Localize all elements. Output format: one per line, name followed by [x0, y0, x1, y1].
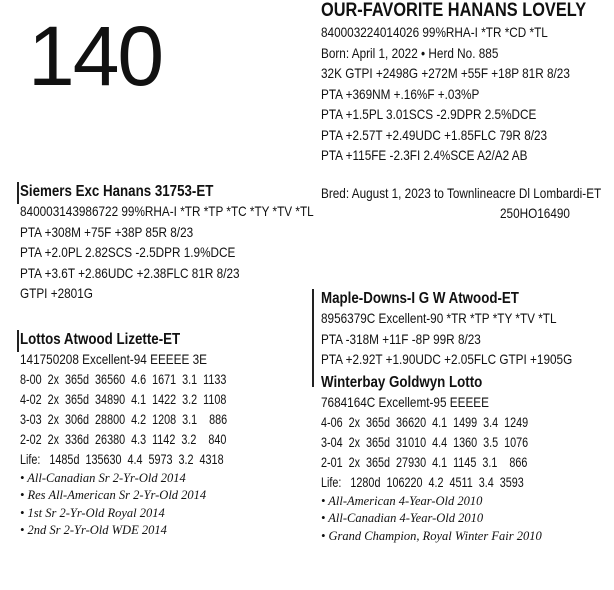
grandsire-name: Maple-Downs-I G W Atwood-ET — [321, 290, 519, 307]
animal-born: Born: April 1, 2022 • Herd No. 885 — [321, 44, 499, 61]
grandsire-pta-line: PTA +2.92T +1.90UDC +2.05FLC GTPI +1905G — [321, 351, 573, 367]
dam-name: Lottos Atwood Lizette-ET — [20, 331, 181, 348]
sire-registration: 840003143986722 99%RHA-I *TR *TP *TC *TY *TV *TL — [20, 203, 314, 219]
sire-gtpi: GTPI +2801G — [20, 285, 93, 301]
animal-registration: 840003224014026 99%RHA-I *TR *CD *TL — [321, 24, 548, 40]
animal-pta-line: PTA +115FE -2.3FI 2.4%SCE A2/A2 AB — [321, 147, 528, 163]
granddam-record-row: 3-04 2x 365d 31010 4.4 1360 3.5 1076 — [321, 434, 529, 450]
granddam-registration: 7684164C Excellemt-95 EEEEE — [321, 394, 489, 410]
grandsire-pta-line: PTA -318M +11F -8P 99R 8/23 — [321, 330, 481, 347]
granddam-award: • All-Canadian 4-Year-Old 2010 — [321, 511, 484, 525]
dam-award: • Res All-American Sr 2-Yr-Old 2014 — [20, 488, 207, 502]
bred-service-code: 250HO16490 — [500, 205, 570, 221]
grandsire-registration: 8956379C Excellent-90 *TR *TP *TY *TV *TL — [321, 310, 557, 326]
grandsire-block — [321, 289, 611, 370]
grandsire-bracket — [312, 289, 314, 387]
granddam-award: • Grand Champion, Royal Winter Fair 2010 — [321, 528, 542, 543]
dam-award: • 2nd Sr 2-Yr-Old WDE 2014 — [20, 523, 167, 537]
granddam-award: • All-American 4-Year-Old 2010 — [321, 493, 483, 508]
sire-pta-line: PTA +308M +75F +38P 85R 8/23 — [20, 223, 194, 240]
dam-record-row: 8-00 2x 365d 36560 4.6 1671 3.1 1133 — [20, 371, 227, 387]
dam-block — [20, 330, 310, 540]
dam-award: • 1st Sr 2-Yr-Old Royal 2014 — [20, 505, 165, 520]
dam-record-row: 4-02 2x 365d 34890 4.1 1422 3.2 1108 — [20, 391, 227, 407]
lot-number: 140 — [28, 9, 163, 103]
granddam-record-row: 2-01 2x 365d 27930 4.1 1145 3.1 866 — [321, 454, 528, 470]
sire-block — [20, 182, 320, 304]
dam-award: • All-Canadian Sr 2-Yr-Old 2014 — [20, 470, 186, 485]
bred-info: Bred: August 1, 2023 to Townlineacre Dl Lombardi-ET — [321, 185, 602, 201]
granddam-lifetime-row: Life: 1280d 106220 4.2 4511 3.4 3593 — [321, 474, 524, 490]
dam-bracket — [17, 330, 19, 352]
granddam-name: Winterbay Goldwyn Lotto — [321, 374, 483, 391]
animal-genomic-line: 32K GTPI +2498G +272M +55F +18P 81R 8/23 — [321, 65, 570, 81]
animal-name: OUR-FAVORITE HANANS LOVELY — [321, 0, 587, 21]
sire-pta-line: PTA +2.0PL 2.82SCS -2.5DPR 1.9%DCE — [20, 244, 236, 260]
animal-pta-line: PTA +1.5PL 3.01SCS -2.9DPR 2.5%DCE — [321, 106, 537, 122]
animal-pta-line: PTA +2.57T +2.49UDC +1.85FLC 79R 8/23 — [321, 126, 548, 143]
sire-bracket — [17, 182, 19, 204]
animal-pta-line: PTA +369NM +.16%F +.03%P — [321, 85, 480, 102]
dam-record-row: 2-02 2x 336d 26380 4.3 1142 3.2 840 — [20, 431, 227, 447]
dam-record-row: 3-03 2x 306d 28800 4.2 1208 3.1 886 — [20, 411, 228, 427]
granddam-block — [321, 373, 611, 545]
dam-lifetime-row: Life: 1485d 135630 4.4 5973 3.2 4318 — [20, 451, 224, 467]
dam-registration: 141750208 Excellent-94 EEEEE 3E — [20, 351, 207, 367]
sire-name: Siemers Exc Hanans 31753-ET — [20, 183, 214, 200]
granddam-record-row: 4-06 2x 365d 36620 4.1 1499 3.4 1249 — [321, 414, 529, 430]
sire-pta-line: PTA +3.6T +2.86UDC +2.38FLC 81R 8/23 — [20, 264, 240, 281]
animal-block — [321, 0, 611, 166]
